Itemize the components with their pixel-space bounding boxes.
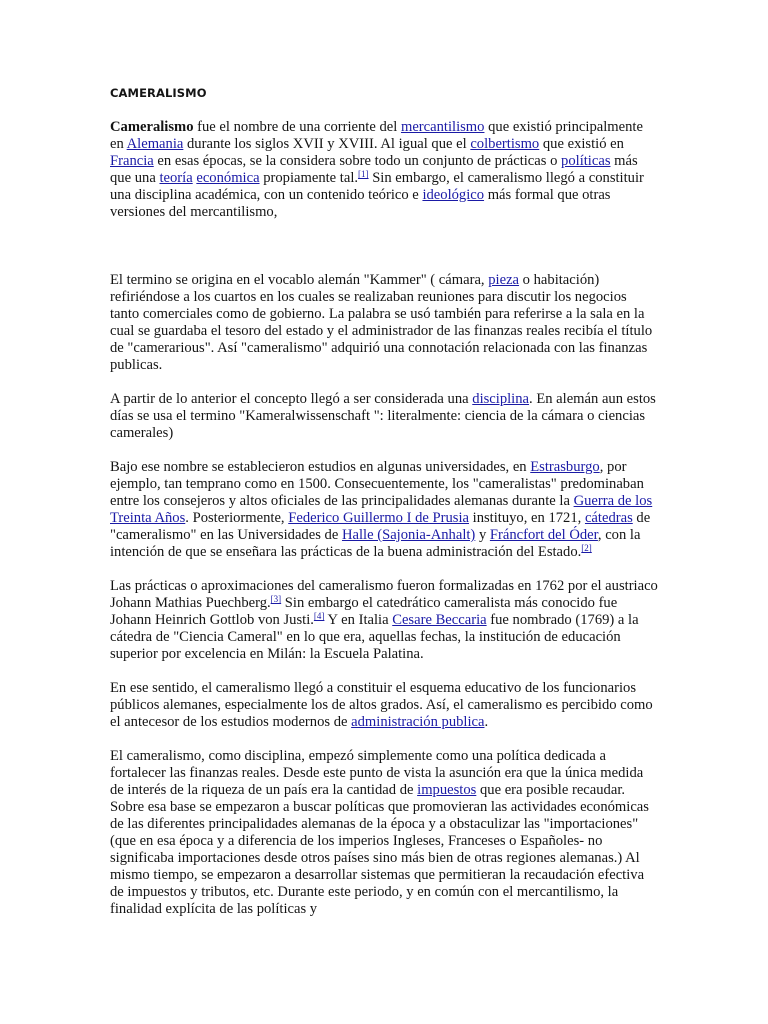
text-span: de "cameralismo" en las Universidades de xyxy=(110,510,651,543)
link-francfort-del-oder[interactable]: Fráncfort del Óder xyxy=(489,527,598,543)
reference-2-link[interactable]: [2] xyxy=(581,543,592,553)
paragraph-practices xyxy=(110,578,658,663)
text-span: más formal que otras versiones del mercantilismo, xyxy=(110,187,611,220)
text-span: , por ejemplo, tan temprano como en 1500. Consecuentemente, los "cameralistas" predominaban entre los consejeros y altos oficiales de las principalidades alemanas durante la xyxy=(110,459,644,509)
text-span: que existió en xyxy=(539,136,624,152)
paragraph-discipline xyxy=(110,391,658,442)
text-span: fue nombrado (1769) a la cátedra de "Ciencia Cameral" en lo que era, aquellas fechas, la institución de educación superior por excelencia en Milán: la Escuela Palatina. xyxy=(110,612,639,662)
text-span: instituyo, en 1721, xyxy=(469,510,585,526)
text-span: El cameralismo, como disciplina, empezó simplemente como una política dedicada a fortalecer las finanzas reales. Desde este punto de vista la asunción era que la única medida de interés de la riqueza de un país era la cantidad de xyxy=(110,748,644,798)
text-span: Sin embargo, el cameralismo llegó a constituir una disciplina académica, con un contenido teórico e xyxy=(110,170,644,203)
link-mercantilismo[interactable]: mercantilismo xyxy=(400,119,485,135)
link-teoria[interactable]: teoría xyxy=(159,170,193,186)
text-span: en esas épocas, se la considera sobre todo un conjunto de prácticas o xyxy=(153,153,562,169)
text-span: Sin embargo el catedrático cameralista más conocido fue Johann Heinrich Gottlob von Justi. xyxy=(110,595,618,628)
link-catedras[interactable]: cátedras xyxy=(584,510,633,526)
document-body xyxy=(110,86,658,935)
text-span: Y en Italia xyxy=(324,612,393,628)
link-cesare-beccaria[interactable]: Cesare Beccaria xyxy=(392,612,487,628)
paragraph-definition xyxy=(110,119,658,221)
link-francia[interactable]: Francia xyxy=(110,153,154,169)
text-span: . En alemán aun estos días se usa el termino "Kameralwissenschaft ": literalmente: ciencia de la cámara o ciencias camerales) xyxy=(110,391,656,441)
text-span: más que una xyxy=(110,153,638,186)
link-economica[interactable]: económica xyxy=(196,170,260,186)
link-federico-guillermo[interactable]: Federico Guillermo I de Prusia xyxy=(288,510,469,526)
reference-3-link[interactable]: [3] xyxy=(270,594,282,604)
link-pieza[interactable]: pieza xyxy=(488,272,520,288)
paragraph-finances xyxy=(110,748,658,918)
text-span: . Posteriormente, xyxy=(185,510,289,526)
link-estrasburgo[interactable]: Estrasburgo xyxy=(530,459,600,475)
link-disciplina[interactable]: disciplina xyxy=(472,391,530,407)
text-span: durante los siglos XVII y XVIII. Al igual que el xyxy=(183,136,471,152)
link-halle[interactable]: Halle (Sajonia-Anhalt) xyxy=(341,527,476,543)
reference-1-link[interactable]: [1] xyxy=(358,169,369,179)
term-cameralismo: Cameralismo xyxy=(110,119,194,135)
link-administracion-publica[interactable]: administración publica xyxy=(351,714,485,730)
paragraph-education xyxy=(110,680,658,731)
text-span: Bajo ese nombre se establecieron estudios en algunas universidades, en xyxy=(110,459,531,475)
link-alemania[interactable]: Alemania xyxy=(126,136,184,152)
text-span: Las prácticas o aproximaciones del cameralismo fueron formalizadas en 1762 por el austriaco Johann Mathias Puechberg. xyxy=(110,578,658,611)
link-impuestos[interactable]: impuestos xyxy=(417,782,477,798)
link-politicas[interactable]: políticas xyxy=(561,153,611,169)
text-span: fue el nombre de una corriente del xyxy=(193,119,401,135)
link-guerra-treinta-anos[interactable]: Guerra de los Treinta Años xyxy=(110,493,653,526)
text-span: En ese sentido, el cameralismo llegó a constituir el esquema educativo de los funcionarios públicos alemanes, especialmente los de altos grados. Así, el cameralismo es percibido como el antecesor de los estudios modernos de xyxy=(110,680,653,730)
text-span: , con la intención de que se enseñara las prácticas de la buena administración del Estado. xyxy=(110,527,641,560)
reference-4-link[interactable]: [4] xyxy=(313,611,325,621)
text-span: y xyxy=(475,527,490,543)
text-span: El termino se origina en el vocablo alemán "Kammer" ( cámara, xyxy=(110,272,489,288)
link-colbertismo[interactable]: colbertismo xyxy=(470,136,540,152)
paragraph-etymology xyxy=(110,272,658,374)
text-span: o habitación) refiriéndose a los cuartos en los cuales se realizaban reuniones para discutir los negocios tanto comerciales como de gobierno. La palabra se usó también para referirse a la sala en la cual se guardaba el tesoro del estado y el administrador de las finanzas reales recibía el título de "camerarious". Así "cameralismo" adquirió una connotación relacionada con las finanzas publicas. xyxy=(110,272,653,373)
text-span: propiamente tal. xyxy=(259,170,359,186)
link-ideologico[interactable]: ideológico xyxy=(422,187,485,203)
text-span: A partir de lo anterior el concepto llegó a ser considerada una xyxy=(110,391,473,407)
document-title: CAMERALISMO xyxy=(110,86,207,100)
text-span: que era posible recaudar. Sobre esa base se empezaron a buscar políticas que promovieran las actividades económicas de las diferentes principalidades alemanas de la época y a obstaculizar las "importaciones" (que en esa época y a diferencia de los imperios Ingleses, Franceses o Españoles- no significaba importaciones desde otros países sino más bien de otras regiones alemanas.) Al mismo tiempo, se empezaron a desarrollar sistemas que permitieran la recaudación efectiva de impuestos y tributos, etc. Durante este periodo, y en común con el mercantilismo, la finalidad explícita de las políticas y xyxy=(110,782,649,917)
text-span: que existió principalmente en xyxy=(110,119,643,152)
text-span: . xyxy=(484,714,489,730)
paragraph-universities xyxy=(110,459,658,561)
